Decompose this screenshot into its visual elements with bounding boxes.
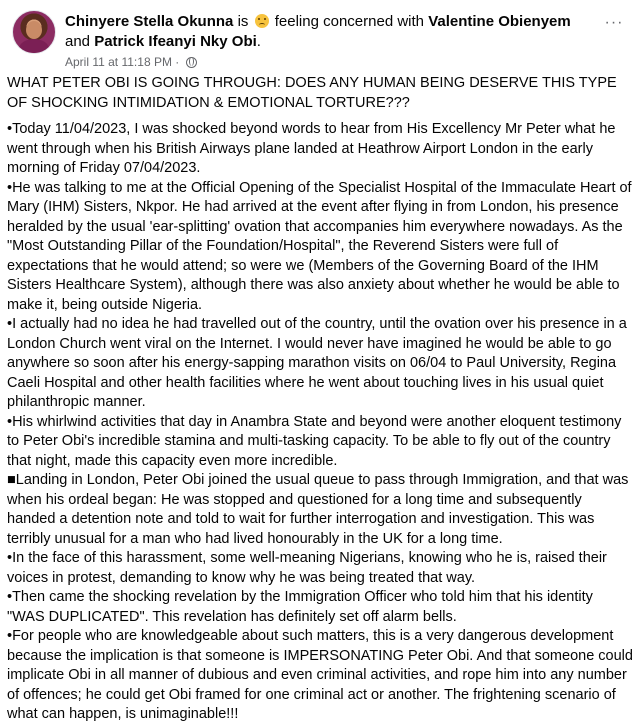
more-options-icon[interactable]: ··· bbox=[604, 14, 624, 31]
post-paragraph: •In the face of this harassment, some well-meaning Nigerians, knowing who he is, raised their voices in protest, demanding to know why he was being treated that way. bbox=[7, 550, 607, 586]
post-header bbox=[12, 8, 630, 69]
post-paragraph: ■Landing in London, Peter Obi joined the usual queue to pass through Immigration, and that was when his ordeal began: He was stopped and questioned for a long time and subsequently handed a detention note and told to wait for further interrogation and investigation. This was terribly unusual for a man who had lived honourably in the UK for a long time. bbox=[7, 472, 629, 547]
post-meta bbox=[65, 54, 197, 70]
author-name[interactable]: Chinyere Stella Okunna bbox=[65, 13, 234, 30]
meta-separator: · bbox=[175, 55, 180, 69]
post-body bbox=[7, 74, 634, 725]
avatar-face bbox=[26, 21, 42, 39]
post-timestamp[interactable]: April 11 at 11:18 PM bbox=[65, 55, 172, 69]
post-title: WHAT PETER OBI IS GOING THROUGH: DOES ANY HUMAN BEING DESERVE THIS TYPE OF SHOCKING INTIMIDATION & EMOTIONAL TORTURE??? bbox=[7, 75, 617, 111]
tagged-person-1[interactable]: Valentine Obienyem bbox=[428, 13, 571, 30]
avatar-body bbox=[19, 39, 49, 54]
post-paragraph: •For people who are knowledgeable about such matters, this is a very dangerous development because the implication is that someone is IMPERSONATING Peter Obi. And that someone could implicate Obi in all manner of dubious and even criminal activities, and rope him into any number of offences; he could get Obi framed for one criminal act or another. The frightening scenario of what can happen, is unimaginable!!! bbox=[7, 628, 633, 722]
worried-face-emoji-icon bbox=[255, 14, 269, 28]
feeling-text: feeling concerned with bbox=[274, 13, 425, 30]
post-paragraph: •I actually had no idea he had travelled out of the country, until the ovation over his presence in a London Church went viral on the Internet. I would never have imagined he would be able to go anywhere so soon after his energy-sapping marathon visits on 06/04 to Paul University, Regina Caeli Hospital and other health facilities where he went about touching lives in his usual quiet philanthropic manner. bbox=[7, 316, 627, 410]
connector-is: is bbox=[237, 13, 249, 30]
post-paragraph: •Today 11/04/2023, I was shocked beyond words to hear from His Excellency Mr Peter what he went through when his British Airways plane landed at Heathrow Airport London in the early morning of Friday 07/04/2023. bbox=[7, 121, 616, 176]
post-paragraph: •His whirlwind activities that day in Anambra State and beyond were another eloquent testimony to Peter Obi's incredible stamina and multi-tasking capacity. To be able to fly out of the country that night, made this capacity even more incredible. bbox=[7, 413, 622, 469]
post-paragraph: •He was talking to me at the Official Opening of the Specialist Hospital of the Immaculate Heart of Mary (IHM) Sisters, Nkpor. He had arrived at the event after flying in from London, his presence heralded by the usual 'ear-splitting' ovation that accompanies him everywhere nowadays. As the "Most Outstanding Pillar of the Foundation/Hospital", the Reverend Sisters were full of expectations that he would attend; so were we (Members of the Governing Board of the IHM Sisters Healthcare System), although there was also anxiety about whether he would be able to make it, being outside Nigeria. bbox=[7, 179, 632, 313]
post-paragraph: •Then came the shocking revelation by the Immigration Officer who told him that his identity "WAS DUPLICATED". This revelation has definitely set off alarm bells. bbox=[7, 589, 593, 625]
connector-and: and bbox=[65, 33, 91, 50]
post-header-text: Chinyere Stella Okunna is feeling concerned with Valentine Obienyem and Patrick Ifeanyi Nky Obi. bbox=[65, 13, 571, 50]
tagged-person-2[interactable]: Patrick Ifeanyi Nky Obi bbox=[94, 33, 257, 50]
globe-icon[interactable] bbox=[186, 57, 197, 68]
avatar[interactable] bbox=[12, 10, 56, 54]
